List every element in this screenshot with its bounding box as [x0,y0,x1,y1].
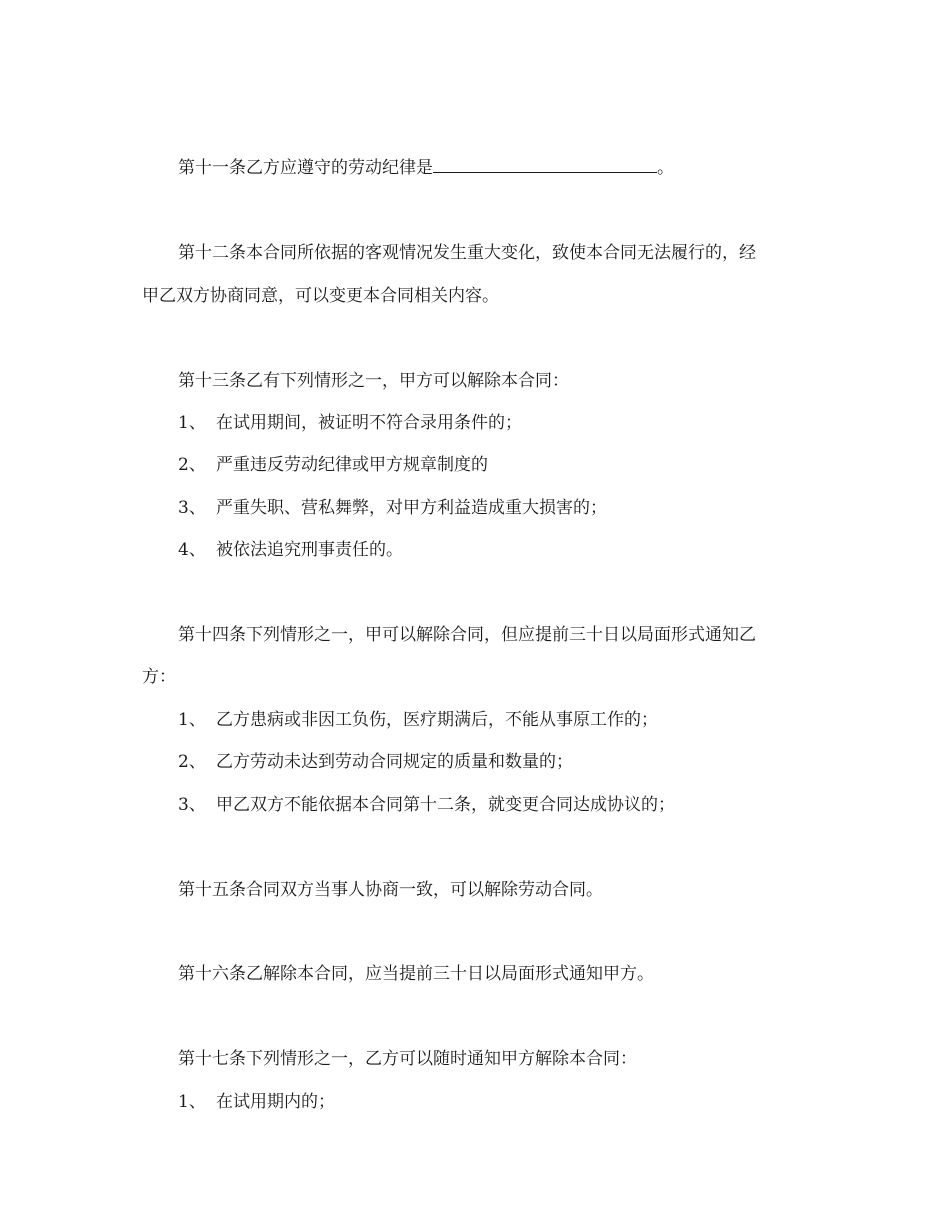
article-11-end: 。 [657,158,674,178]
list-item [178,750,573,774]
list-item [178,793,675,817]
list-number: 3、 [178,498,206,518]
article-11 [178,156,674,180]
list-number: 1、 [178,710,206,730]
list-text: 乙方患病或非因工负伤，医疗期满后，不能从事原工作的； [216,710,658,730]
list-item [178,1090,335,1114]
article-14-line-2: 方： [142,667,176,687]
list-text: 严重失职、营私舞弊，对甲方利益造成重大损害的； [216,498,607,518]
article-11-text: 第十一条乙方应遵守的劳动纪律是 [178,158,433,178]
list-number: 4、 [178,540,206,560]
list-item [178,496,607,520]
list-text: 在试用期间，被证明不符合录用条件的； [216,413,522,433]
list-number: 2、 [178,455,206,475]
list-number: 3、 [178,795,206,815]
list-item [178,538,403,562]
list-item [178,453,488,477]
article-17-heading: 第十七条下列情形之一，乙方可以随时通知甲方解除本合同： [178,1049,637,1069]
article-13-heading: 第十三条乙有下列情形之一，甲方可以解除本合同： [178,371,569,391]
list-number: 1、 [178,413,206,433]
article-12-line-1: 第十二条本合同所依据的客观情况发生重大变化，致使本合同无法履行的，经 [178,243,756,263]
list-number: 1、 [178,1092,206,1112]
article-14-line-1: 第十四条下列情形之一，甲可以解除合同，但应提前三十日以局面形式通知乙 [178,625,756,645]
fill-in-blank [433,156,657,173]
list-text: 甲乙双方不能依据本合同第十二条，就变更合同达成协议的； [216,795,675,815]
list-text: 严重违反劳动纪律或甲方规章制度的 [216,455,488,475]
list-text: 乙方劳动未达到劳动合同规定的质量和数量的； [216,752,573,772]
list-item [178,411,522,435]
list-text: 被依法追究刑事责任的。 [216,540,403,560]
list-item [178,708,658,732]
article-12-line-2: 甲乙双方协商同意，可以变更本合同相关内容。 [142,286,499,306]
list-number: 2、 [178,752,206,772]
list-text: 在试用期内的； [216,1092,335,1112]
article-15: 第十五条合同双方当事人协商一致，可以解除劳动合同。 [178,880,603,900]
article-16: 第十六条乙解除本合同，应当提前三十日以局面形式通知甲方。 [178,964,654,984]
